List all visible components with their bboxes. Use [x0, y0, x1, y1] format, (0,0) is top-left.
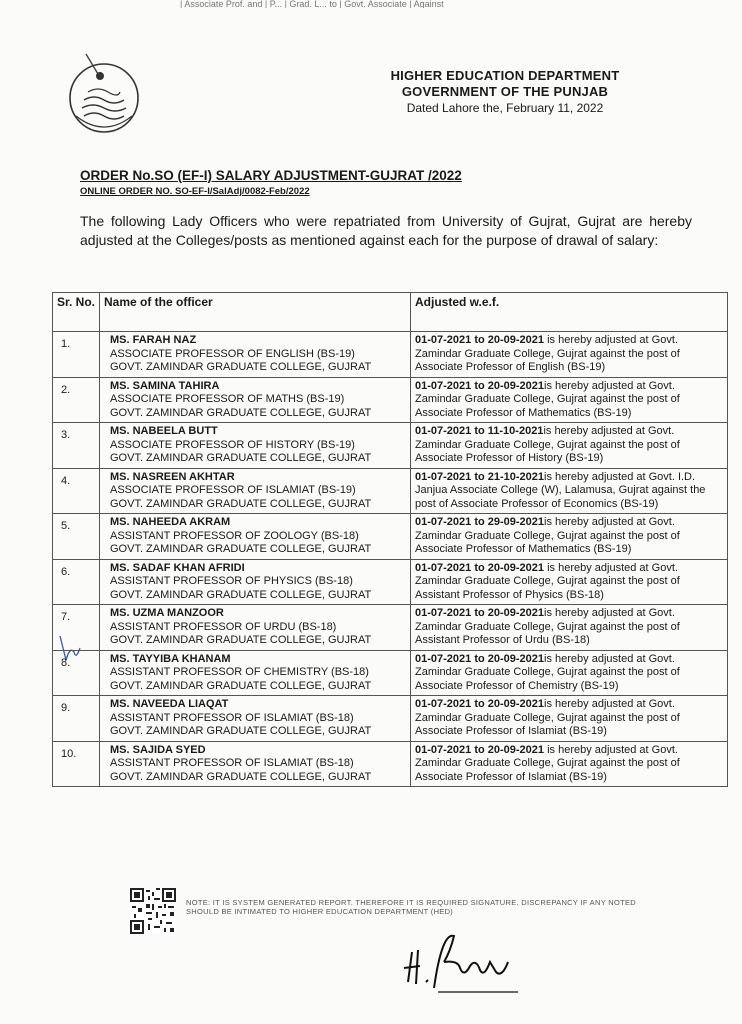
row-sr-no: 6.: [53, 559, 100, 605]
officer-cell: [100, 423, 411, 469]
adjustment-cell: [411, 514, 728, 560]
government-name: GOVERNMENT OF THE PUNJAB: [401, 84, 609, 99]
adjustment-detail: is hereby adjusted at Govt. Zamindar Graduate College, Gujrat against the post of Assistant Professor of Urdu (BS-18): [415, 607, 680, 646]
officer-college: GOVT. ZAMINDAR GRADUATE COLLEGE, GUJRAT: [110, 679, 372, 692]
adjustment-period: 01-07-2021 to 29-09-2021: [415, 516, 545, 528]
officer-cell: [100, 741, 411, 787]
officer-designation: ASSISTANT PROFESSOR OF ISLAMIAT (BS-18): [110, 711, 354, 724]
order-title: ORDER No.SO (EF-I) SALARY ADJUSTMENT-GUJRAT /2022: [80, 168, 462, 183]
adjustment-cell: [411, 741, 728, 787]
officer-college: GOVT. ZAMINDAR GRADUATE COLLEGE, GUJRAT: [110, 543, 372, 555]
officer-designation: ASSISTANT PROFESSOR OF URDU (BS-18): [110, 620, 337, 633]
table-row: [53, 332, 728, 378]
order-date: Dated Lahore the, February 11, 2022: [406, 101, 604, 115]
adjustment-detail: is hereby adjusted at Govt. Zamindar Graduate College, Gujrat against the post of Associate Professor of English (BS-19): [415, 334, 680, 373]
officer-designation: ASSISTANT PROFESSOR OF PHYSICS (BS-18): [110, 575, 353, 587]
adjustment-detail: is hereby adjusted at Govt. Zamindar Graduate College, Gujrat against the post of Associate Professor of History (BS-19): [415, 425, 680, 464]
officer-name: MS. TAYYIBA KHANAM: [110, 652, 231, 665]
adjustment-period: 01-07-2021 to 20-09-2021: [415, 379, 545, 392]
adjustment-cell: [411, 696, 728, 742]
officer-cell: [100, 377, 411, 423]
officer-name: MS. NAHEEDA AKRAM: [110, 516, 231, 528]
adjustment-period: 01-07-2021 to 20-09-2021: [415, 652, 545, 665]
officer-name: MS. NASREEN AKHTAR: [110, 470, 235, 483]
adjustment-period: 01-07-2021 to 20-09-2021: [415, 607, 545, 619]
officer-designation: ASSOCIATE PROFESSOR OF ISLAMIAT (BS-19): [110, 484, 356, 496]
adjustment-period: 01-07-2021 to 20-09-2021: [415, 698, 545, 710]
officer-name: MS. NAVEEDA LIAQAT: [110, 698, 229, 710]
order-intro-paragraph: The following Lady Officers who were repatriated from University of Gujrat, Gujrat are hereby adjusted at the Colleges/posts as mentioned against each for the purpose of drawal of salary:: [80, 213, 692, 248]
header-officer-name: Name of the officer: [100, 293, 411, 332]
adjustment-period: 01-07-2021 to 21-10-2021: [415, 470, 545, 483]
officer-college: GOVT. ZAMINDAR GRADUATE COLLEGE, GUJRAT: [110, 588, 372, 601]
row-sr-no: 9.: [53, 696, 100, 742]
officer-name: MS. FARAH NAZ: [110, 334, 197, 346]
adjustment-cell: [411, 650, 728, 696]
row-sr-no: 5.: [53, 514, 100, 560]
table-row: [53, 559, 728, 605]
adjustment-detail: is hereby adjusted at Govt. I.D. Janjua Associate College (W), Lalamusa, Gujrat against the post of Associate Professor of Economics (BS-19): [415, 470, 706, 510]
adjustment-cell: [411, 377, 728, 423]
officer-college: GOVT. ZAMINDAR GRADUATE COLLEGE, GUJRAT: [110, 361, 372, 373]
row-sr-no: 10.: [53, 741, 100, 787]
table-row: [53, 741, 728, 787]
officer-cell: [100, 696, 411, 742]
officer-name: MS. SAJIDA SYED: [110, 743, 206, 756]
row-sr-no: 1.: [53, 332, 100, 378]
online-order-number: ONLINE ORDER NO. SO-EF-I/SalAdj/0082-Feb/2022: [80, 186, 310, 197]
adjustment-detail: is hereby adjusted at Govt. Zamindar Graduate College, Gujrat against the post of Associate Professor of Islamiat (BS-19): [415, 698, 680, 737]
adjustment-detail: is hereby adjusted at Govt. Zamindar Graduate College, Gujrat against the post of Associate Professor of Mathematics (BS-19): [415, 379, 680, 419]
officer-cell: [100, 559, 411, 605]
department-name: HIGHER EDUCATION DEPARTMENT: [390, 68, 620, 83]
adjustment-cell: [411, 332, 728, 378]
punjab-government-logo-icon: [58, 46, 150, 146]
table-body: [53, 332, 728, 787]
adjustment-detail: is hereby adjusted at Govt. Zamindar Graduate College, Gujrat against the post of Associate Professor of Mathematics (BS-19): [415, 516, 680, 555]
header-adjusted-wef: Adjusted w.e.f.: [411, 293, 728, 332]
officer-designation: ASSOCIATE PROFESSOR OF ENGLISH (BS-19): [110, 347, 355, 360]
department-header: [380, 68, 630, 117]
adjustment-period: 01-07-2021 to 20-09-2021: [415, 743, 545, 756]
table-row: [53, 468, 728, 514]
table-row: [53, 650, 728, 696]
officer-cell: [100, 468, 411, 514]
officer-name: MS. UZMA MANZOOR: [110, 607, 224, 619]
officer-college: GOVT. ZAMINDAR GRADUATE COLLEGE, GUJRAT: [110, 770, 372, 783]
adjustment-cell: [411, 468, 728, 514]
adjustment-detail: is hereby adjusted at Govt. Zamindar Graduate College, Gujrat against the post of Assistant Professor of Physics (BS-18): [415, 561, 680, 601]
table-row: [53, 377, 728, 423]
qr-code-icon: [130, 888, 176, 934]
system-generated-note: NOTE: IT IS SYSTEM GENERATED REPORT. THEREFORE IT IS REQUIRED SIGNATURE. DISCREPANCY IF ANY NOTED SHOULD BE INTIMATED TO HIGHER EDUCATION DEPARTMENT (HED): [186, 898, 637, 916]
row-sr-no: 3.: [53, 423, 100, 469]
officer-college: GOVT. ZAMINDAR GRADUATE COLLEGE, GUJRAT: [110, 406, 372, 419]
officer-college: GOVT. ZAMINDAR GRADUATE COLLEGE, GUJRAT: [110, 497, 372, 510]
row-sr-no: 2.: [53, 377, 100, 423]
adjustment-detail: is hereby adjusted at Govt. Zamindar Graduate College, Gujrat against the post of Associate Professor of Chemistry (BS-19): [415, 652, 680, 692]
officer-college: GOVT. ZAMINDAR GRADUATE COLLEGE, GUJRAT: [110, 452, 372, 464]
officer-college: GOVT. ZAMINDAR GRADUATE COLLEGE, GUJRAT: [110, 634, 372, 646]
officer-designation: ASSOCIATE PROFESSOR OF MATHS (BS-19): [110, 393, 345, 405]
officer-designation: ASSISTANT PROFESSOR OF ISLAMIAT (BS-18): [110, 757, 354, 769]
adjustment-period: 01-07-2021 to 20-09-2021: [415, 561, 545, 574]
handwritten-signature: [398, 922, 528, 1002]
officer-designation: ASSISTANT PROFESSOR OF CHEMISTRY (BS-18): [110, 666, 369, 678]
table-row: [53, 605, 728, 651]
officer-name: MS. NABEELA BUTT: [110, 425, 218, 437]
adjustment-period: 01-07-2021 to 20-09-2021: [415, 334, 545, 346]
table-row: [53, 696, 728, 742]
officer-cell: [100, 650, 411, 696]
officer-cell: [100, 605, 411, 651]
officer-cell: [100, 514, 411, 560]
adjustment-period: 01-07-2021 to 11-10-2021: [415, 425, 544, 437]
salary-adjustment-table: [52, 292, 728, 787]
table-header-row: [53, 293, 728, 332]
officer-designation: ASSOCIATE PROFESSOR OF HISTORY (BS-19): [110, 438, 355, 451]
officer-college: GOVT. ZAMINDAR GRADUATE COLLEGE, GUJRAT: [110, 725, 372, 737]
adjustment-cell: [411, 559, 728, 605]
adjustment-cell: [411, 605, 728, 651]
table-row: [53, 423, 728, 469]
table-row: [53, 514, 728, 560]
row-sr-no: 7.: [53, 605, 100, 651]
cropped-previous-page-strip: | Associate Prof. and | P... | Grad. L... to | Govt. Associate | Against: [180, 0, 444, 8]
adjustment-detail: is hereby adjusted at Govt. Zamindar Graduate College, Gujrat against the post of Associate Professor of Islamiat (BS-19): [415, 743, 680, 783]
adjustment-cell: [411, 423, 728, 469]
officer-cell: [100, 332, 411, 378]
row-sr-no: 8.: [53, 650, 100, 696]
officer-name: MS. SAMINA TAHIRA: [110, 379, 220, 392]
row-sr-no: 4.: [53, 468, 100, 514]
header-sr-no: Sr. No.: [53, 293, 100, 332]
officer-designation: ASSISTANT PROFESSOR OF ZOOLOGY (BS-18): [110, 529, 359, 542]
officer-name: MS. SADAF KHAN AFRIDI: [110, 561, 245, 574]
